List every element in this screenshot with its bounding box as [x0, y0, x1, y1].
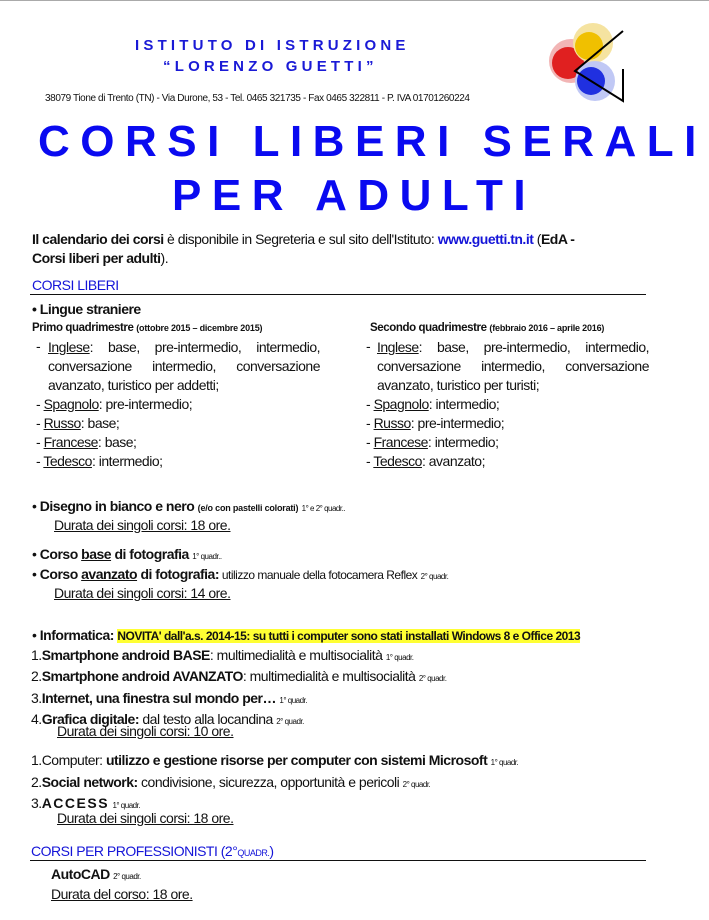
lang-name: Russo [373, 415, 411, 431]
primo-heading [32, 322, 262, 334]
secondo-label: Secondo quadrimestre [370, 322, 487, 334]
institute-logo [533, 21, 628, 106]
section-title-end: ) [269, 843, 274, 859]
item-number: 3. [31, 689, 42, 706]
lang-levels: : base; [80, 415, 120, 431]
lingue-heading: • Lingue straniere [32, 301, 141, 317]
list-item: - Francese: base; [36, 434, 137, 450]
lang-name: Inglese [377, 339, 419, 355]
lang-levels: : intermedio; [427, 434, 499, 450]
disegno-durata: Durata dei singoli corsi: 18 ore. [54, 517, 231, 533]
intro-line1 [32, 231, 574, 247]
course-title: Corso [39, 546, 82, 562]
course-title: di fotografia [111, 546, 189, 562]
intro-bold: Il calendario dei corsi [32, 231, 164, 247]
course-quadr: 1° quadr. [279, 695, 308, 705]
course-quadr: 2° quadr. [420, 572, 449, 581]
list-item [31, 667, 446, 688]
course-title: Corso [39, 566, 82, 582]
informatica-durata1: Durata dei singoli corsi: 10 ore. [57, 723, 234, 739]
lang-levels: : base, pre-intermedio, intermedio, conversazione intermedio, conversazione avanzato, turistico per addetti; [48, 339, 320, 393]
list-item: - Russo: base; [36, 415, 120, 431]
course-title: utilizzo e gestione risorse per computer con sistemi Microsoft [105, 752, 488, 768]
bullet: - [366, 338, 371, 354]
course-level: avanzato [81, 566, 138, 582]
lang-name: Spagnolo [43, 396, 99, 412]
item-number: 3. [31, 795, 42, 811]
primo-other-langs [36, 395, 192, 471]
course-desc: : multimedialità e multisocialità [242, 668, 416, 685]
course-title: Disegno in bianco e nero [39, 498, 195, 514]
novita-highlight: NOVITA' dall'a.s. 2014-15: su tutti i computer sono stati installati Windows 8 e Office 2013 [117, 629, 581, 643]
item-number: 4. [31, 710, 42, 727]
course-title: Smartphone android BASE [41, 647, 210, 663]
lang-levels: : pre-intermedio; [98, 396, 193, 412]
lang-levels: : base, pre-intermedio, intermedio, conversazione intermedio, conversazione avanzato, turistico per turisti; [377, 339, 649, 393]
course-note: (e/o con pastelli colorati) [197, 503, 299, 513]
course-title: Grafica digitale: [41, 710, 139, 727]
informatica-list2 [31, 751, 518, 816]
lingue-title: Lingue straniere [39, 301, 141, 317]
list-item: - Tedesco: intermedio; [36, 453, 163, 469]
course-quadr: 1° quadr.. [192, 552, 222, 561]
foto-durata: Durata dei singoli corsi: 14 ore. [54, 585, 231, 601]
lang-name: Spagnolo [373, 396, 429, 412]
course-quadr: 1° quadr. [385, 653, 414, 662]
section-title-small: QUADR. [237, 848, 270, 858]
foto-avanzato-course: • Corso avanzato di fotografia: utilizzo manuale della fotocamera Reflex 2° quadr. [32, 566, 449, 582]
intro-paren: ( [533, 231, 541, 247]
course-quadr: 2° quadr. [418, 674, 447, 684]
foto-base-course: • Corso base di fotografia 1° quadr.. [32, 546, 222, 562]
list-item [31, 689, 446, 710]
item-number: 1. [31, 752, 42, 768]
intro-end: ). [160, 250, 169, 266]
autocad-course [51, 866, 141, 882]
course-desc: dal testo alla locandina [139, 710, 273, 727]
course-quadr: 2° quadr. [402, 779, 431, 789]
intro-eda: EdA - [540, 231, 575, 247]
lang-levels: : intermedio; [91, 453, 163, 469]
course-quadr: 1° quadr. [490, 758, 519, 767]
lang-name: Francese [43, 434, 98, 450]
course-quadr: 2° quadr. [113, 872, 141, 881]
lang-levels: : pre-intermedio; [410, 415, 505, 431]
intro-corsi: Corsi liberi per adulti [32, 250, 161, 266]
informatica-list [31, 646, 446, 731]
informatica-title: Informatica: [39, 627, 114, 643]
website-link[interactable]: www.guetti.tn.it [437, 231, 534, 247]
lang-name: Tedesco [373, 453, 422, 469]
section-professionisti [31, 843, 274, 859]
lang-levels: : avanzato; [421, 453, 485, 469]
title-line1: CORSI LIBERI SERALI [38, 117, 707, 166]
course-desc: utilizzo manuale della fotocamera Reflex [219, 568, 418, 582]
course-desc: : multimedialità e multisocialità [209, 647, 383, 663]
primo-label: Primo quadrimestre [32, 322, 134, 334]
institute-address: 38079 Tione di Trento (TN) - Via Durone, 53 - Tel. 0465 321735 - Fax 0465 322811 - P. IVA 01701260224 [45, 93, 470, 104]
course-desc: condivisione, sicurezza, opportunità e pericoli [137, 773, 400, 790]
title-line2: PER ADULTI [172, 171, 537, 220]
course-title: Social network: [41, 773, 138, 790]
course-level: base [81, 546, 112, 562]
list-item [31, 773, 518, 795]
lang-name: Tedesco [43, 453, 92, 469]
course-title: Smartphone android AVANZATO [41, 668, 243, 685]
course-prefix: Computer: [41, 752, 106, 768]
lang-name: Russo [43, 415, 81, 431]
bullet: - [36, 338, 41, 354]
disegno-course: • Disegno in bianco e nero (e/o con pastelli colorati) 1° e 2° quadr.. [32, 498, 346, 514]
list-item: - Spagnolo: intermedio; [366, 396, 500, 412]
primo-period: (ottobre 2015 – dicembre 2015) [136, 323, 263, 333]
secondo-other-langs [366, 395, 504, 471]
lang-name: Inglese [48, 339, 90, 355]
autocad-durata: Durata del corso: 18 ore. [51, 886, 193, 902]
lang-levels: : intermedio; [428, 396, 500, 412]
course-quadr: 2° quadr. [276, 716, 304, 726]
course-title: ACCESS [41, 795, 110, 811]
course-quadr: 1° e 2° quadr.. [301, 504, 346, 513]
course-title: AutoCAD [51, 866, 110, 882]
item-number: 2. [31, 773, 42, 790]
section-title: CORSI PER PROFESSIONISTI (2° [31, 843, 238, 859]
intro-text: è disponibile in Segreteria e sul sito dell'Istituto: [163, 231, 438, 247]
institute-name-line2: “LORENZO GUETTI” [163, 58, 378, 75]
institute-name-line1: ISTITUTO DI ISTRUZIONE [135, 37, 410, 54]
secondo-period: (febbraio 2016 – aprile 2016) [489, 323, 605, 333]
intro-line2 [32, 250, 168, 266]
list-item: - Spagnolo: pre-intermedio; [36, 396, 193, 412]
course-quadr: 1° quadr. [112, 801, 141, 810]
informatica-durata2: Durata dei singoli corsi: 18 ore. [57, 810, 234, 826]
lang-name: Francese [373, 434, 428, 450]
item-number: 1. [31, 647, 42, 663]
secondo-inglese [377, 338, 649, 395]
list-item: - Tedesco: avanzato; [366, 453, 485, 469]
course-title: Internet, una finestra sul mondo per… [41, 689, 276, 706]
primo-inglese [48, 338, 320, 395]
list-item: - Russo: pre-intermedio; [366, 415, 505, 431]
list-item [31, 751, 518, 773]
lang-levels: : base; [97, 434, 137, 450]
secondo-heading [370, 322, 604, 334]
course-title: di fotografia: [137, 566, 219, 582]
informatica-heading: • Informatica: NOVITA' dall'a.s. 2014-15: su tutti i computer sono stati installati Windows 8 e Office 2013 [32, 627, 581, 643]
list-item: - Francese: intermedio; [366, 434, 499, 450]
section-corsi-liberi: CORSI LIBERI [32, 277, 119, 293]
item-number: 2. [31, 668, 42, 685]
list-item [31, 646, 446, 667]
